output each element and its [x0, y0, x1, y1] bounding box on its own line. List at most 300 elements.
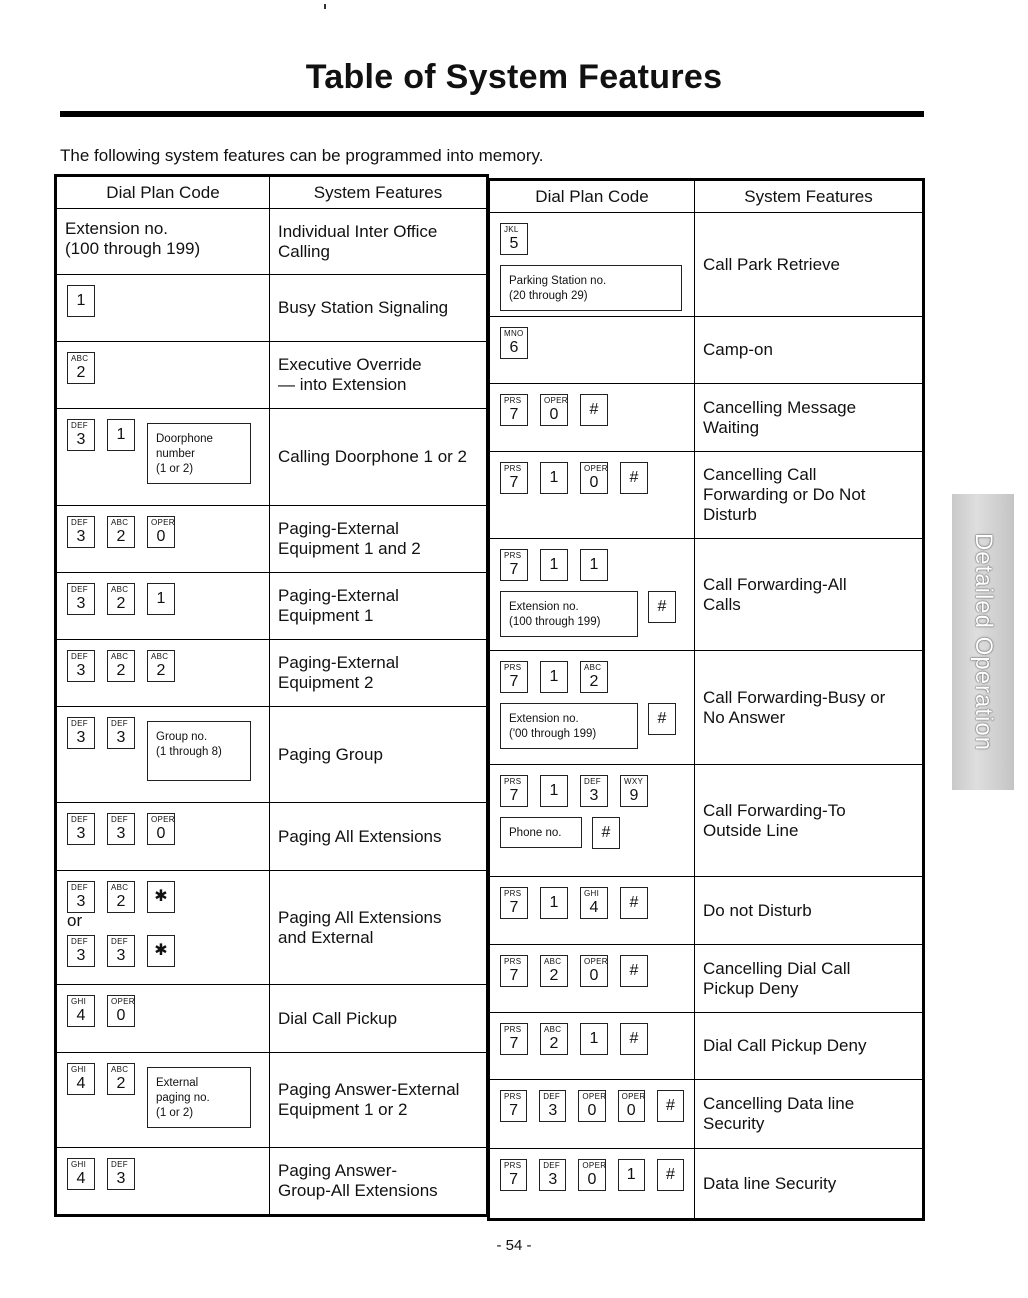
table-row: [489, 765, 924, 877]
system-feature-cell: [695, 651, 924, 765]
key-sequence: [57, 1053, 269, 1128]
key-0-icon: [580, 955, 608, 987]
table-row: [489, 317, 924, 384]
key-sequence: [490, 384, 694, 426]
key-letters: DEF: [111, 1160, 128, 1169]
key-sequence: [490, 539, 694, 581]
key-1-icon: [540, 775, 568, 807]
key-letters: GHI: [71, 1065, 87, 1074]
key-letters: GHI: [584, 889, 600, 898]
key-letters: WXY: [624, 777, 644, 786]
system-feature-cell: [270, 803, 488, 871]
system-feature-cell: [270, 640, 488, 707]
dial-plan-code-cell: [489, 213, 695, 317]
dial-plan-code-cell: [56, 573, 270, 640]
key-hash-icon: [620, 887, 648, 919]
key-sequence: [57, 506, 269, 548]
parameter-box: Extension no. (100 through 199): [500, 591, 638, 637]
key-digit: 0: [156, 825, 166, 842]
system-feature-cell: [695, 877, 924, 945]
key-letters: ABC: [111, 518, 129, 527]
feature-name: Paging Answer- Group-All Extensions: [278, 1161, 438, 1200]
dial-plan-code-cell: [56, 985, 270, 1053]
key-digit: 2: [156, 662, 166, 679]
key-7-icon: [500, 1159, 527, 1191]
table-row: [56, 1053, 488, 1148]
dial-plan-code-cell: [56, 209, 270, 275]
key-digit: 9: [629, 787, 639, 804]
dial-plan-code-cell: [56, 1148, 270, 1216]
feature-name: Cancelling Dial Call Pickup Deny: [703, 958, 851, 998]
key-digit: 1: [549, 469, 559, 486]
system-feature-cell: [695, 384, 924, 452]
header-dial-plan-code: Dial Plan Code: [489, 180, 695, 213]
key-letters: PRS: [504, 464, 522, 473]
table-row: [489, 452, 924, 539]
key-5-icon: [500, 223, 528, 255]
feature-name: Call Park Retrieve: [703, 254, 840, 274]
key-letters: OPER: [544, 396, 568, 405]
key-letters: DEF: [111, 719, 128, 728]
header-system-features: System Features: [270, 176, 488, 209]
key-letters: PRS: [504, 396, 522, 405]
system-feature-cell: [695, 945, 924, 1013]
dial-plan-code-cell: [56, 871, 270, 985]
system-feature-cell: [270, 1053, 488, 1148]
key-sequence: [490, 765, 694, 807]
table-row: [56, 871, 488, 985]
key-digit: 1: [626, 1166, 636, 1183]
system-feature-cell: [695, 213, 924, 317]
table-row: [489, 213, 924, 317]
dial-plan-code-cell: [489, 452, 695, 539]
key-digit: 7: [509, 967, 519, 984]
feature-name: Executive Override — into Extension: [278, 355, 422, 394]
key-sequence: [57, 871, 269, 913]
key-digit: 7: [509, 406, 519, 423]
system-feature-cell: [270, 409, 488, 506]
feature-name: Call Forwarding-To Outside Line: [703, 800, 846, 840]
key-digit: 3: [116, 947, 126, 964]
key-3-icon: [67, 419, 95, 451]
key-sequence: [490, 1013, 694, 1055]
key-letters: OPER: [584, 464, 608, 473]
table-row: [56, 1148, 488, 1216]
detailed-operation-tab: [952, 494, 1014, 790]
dial-plan-code-cell: [489, 877, 695, 945]
key-3-icon: [539, 1159, 566, 1191]
key-hash-icon: [648, 703, 676, 735]
key-digit: 2: [76, 364, 86, 381]
dial-plan-code-cell: [489, 539, 695, 651]
parameter-box: Parking Station no. (20 through 29): [500, 265, 682, 311]
dial-plan-code-cell: [489, 317, 695, 384]
key-4-icon: [67, 1158, 95, 1190]
dial-plan-code-cell: [56, 1053, 270, 1148]
key-1-icon: [107, 419, 135, 451]
key-1-icon: [580, 549, 608, 581]
dial-plan-code-cell: [56, 506, 270, 573]
code-text: Extension no. (100 through 199): [65, 219, 201, 258]
feature-name: Paging-External Equipment 1: [278, 586, 399, 625]
key-sequence: [490, 1080, 694, 1122]
key-1-icon: [540, 462, 568, 494]
key-0-icon: [578, 1159, 605, 1191]
key-digit: 1: [76, 292, 86, 309]
key-hash-icon: [620, 955, 648, 987]
key-letters: GHI: [71, 1160, 87, 1169]
title-rule: [60, 111, 924, 117]
key-letters: GHI: [71, 997, 87, 1006]
key-letters: ABC: [111, 652, 129, 661]
system-feature-cell: [270, 342, 488, 409]
dial-plan-code-cell: [56, 342, 270, 409]
key-letters: JKL: [504, 225, 519, 234]
key-letters: DEF: [111, 815, 128, 824]
system-feature-cell: [695, 765, 924, 877]
key-0-icon: [147, 813, 175, 845]
key-2-icon: [580, 661, 608, 693]
dial-plan-code-cell: [56, 803, 270, 871]
key-2-icon: [147, 650, 175, 682]
feature-name: Individual Inter Office Calling: [278, 221, 438, 261]
table-row: [489, 1080, 924, 1149]
key-digit: 3: [116, 729, 126, 746]
system-feature-cell: [695, 539, 924, 651]
key-digit: 2: [116, 893, 126, 910]
key-digit: 6: [509, 339, 519, 356]
table-row: [56, 985, 488, 1053]
key-sequence: [57, 342, 269, 384]
key-3-icon: [67, 717, 95, 749]
header-system-features: System Features: [695, 180, 924, 213]
key-letters: PRS: [504, 1025, 522, 1034]
system-feature-cell: [695, 452, 924, 539]
key-digit: 7: [509, 474, 519, 491]
key-letters: ABC: [71, 354, 89, 363]
key-1-icon: [147, 583, 175, 615]
table-row: [56, 342, 488, 409]
dial-plan-code-cell: [56, 640, 270, 707]
feature-name: Dial Call Pickup Deny: [703, 1036, 867, 1055]
key-letters: DEF: [543, 1092, 561, 1101]
key-digit: 3: [76, 825, 86, 842]
key-1-icon: [540, 549, 568, 581]
key-digit: #: [601, 824, 611, 841]
key-digit: 3: [116, 1170, 126, 1187]
key-sequence: [57, 573, 269, 615]
key-letters: DEF: [71, 421, 88, 430]
key-letters: DEF: [543, 1161, 561, 1170]
dial-plan-code-cell: [56, 409, 270, 506]
key-digit: 7: [509, 899, 519, 916]
key-letters: ABC: [111, 585, 129, 594]
dial-plan-code-cell: [56, 275, 270, 342]
key-0-icon: [540, 394, 568, 426]
key-letters: DEF: [71, 518, 88, 527]
system-feature-cell: [695, 1013, 924, 1080]
feature-name: Paging All Extensions and External: [278, 907, 442, 947]
key-3-icon: [107, 935, 135, 967]
key-1-icon: [67, 285, 95, 317]
key-digit: 3: [76, 947, 86, 964]
key-3-icon: [107, 1158, 135, 1190]
key-letters: ABC: [544, 1025, 562, 1034]
features-table-left: [54, 174, 489, 1217]
system-feature-cell: [270, 985, 488, 1053]
feature-name: Dial Call Pickup: [278, 1008, 398, 1028]
key-7-icon: [500, 1023, 528, 1055]
key-6-icon: [500, 327, 528, 359]
key-letters: OPER: [584, 957, 608, 966]
key-digit: 3: [76, 528, 86, 545]
key-digit: 5: [509, 235, 519, 252]
key-3-icon: [67, 650, 95, 682]
key-letters: PRS: [504, 1092, 522, 1101]
key-digit: #: [629, 962, 639, 979]
header-dial-plan-code: Dial Plan Code: [56, 176, 270, 209]
page-title: Table of System Features: [305, 58, 723, 96]
key-letters: ABC: [111, 1065, 129, 1074]
key-digit: 7: [509, 561, 519, 578]
key-digit: 2: [549, 1035, 559, 1052]
key-digit: 0: [589, 967, 599, 984]
key-sequence: [57, 1148, 269, 1190]
key-digit: 4: [589, 899, 599, 916]
table-row: [56, 209, 488, 275]
key-0-icon: [580, 462, 608, 494]
key-digit: 3: [589, 787, 599, 804]
key-digit: 3: [76, 893, 86, 910]
key-digit: 3: [116, 825, 126, 842]
key-3-icon: [67, 583, 95, 615]
system-feature-cell: [270, 573, 488, 640]
key-digit: 0: [587, 1171, 597, 1188]
key-digit: 2: [116, 595, 126, 612]
key-letters: ABC: [151, 652, 169, 661]
feature-name: Camp-on: [703, 340, 773, 359]
key-digit: 1: [549, 782, 559, 799]
parameter-box: Group no. (1 through 8): [147, 721, 251, 781]
key-digit: 1: [156, 590, 166, 607]
table-row: [56, 409, 488, 506]
key-letters: PRS: [504, 663, 522, 672]
key-3-icon: [107, 813, 135, 845]
key-3-icon: [67, 813, 95, 845]
key-9-icon: [620, 775, 648, 807]
feature-name: Paging Answer-External Equipment 1 or 2: [278, 1080, 460, 1119]
feature-name: Data line Security: [703, 1173, 837, 1193]
key-digit: 0: [587, 1102, 597, 1119]
key-digit: 4: [76, 1007, 86, 1024]
key-digit: 1: [589, 1030, 599, 1047]
key-letters: ABC: [544, 957, 562, 966]
key-letters: DEF: [71, 652, 88, 661]
key-digit: 4: [76, 1170, 86, 1187]
table-row: [489, 1013, 924, 1080]
key-digit: 7: [509, 1102, 519, 1119]
key-digit: 4: [76, 1075, 86, 1092]
key-4-icon: [67, 995, 95, 1027]
key-digit: #: [629, 894, 639, 911]
key-letters: DEF: [584, 777, 601, 786]
table-row: [489, 384, 924, 452]
key-3-icon: [539, 1090, 566, 1122]
system-feature-cell: [270, 707, 488, 803]
or-label: or: [67, 911, 83, 930]
feature-name: Paging Group: [278, 744, 383, 764]
dial-plan-code-cell: [489, 1013, 695, 1080]
key-digit: 1: [549, 556, 559, 573]
key-sequence: [490, 213, 694, 255]
key-letters: OPER: [111, 997, 135, 1006]
key-letters: ABC: [584, 663, 602, 672]
key-1-icon: [580, 1023, 608, 1055]
table-row: [56, 506, 488, 573]
key-sequence: [57, 707, 269, 781]
parameter-box: Phone no.: [500, 817, 582, 848]
key-2-icon: [107, 881, 135, 913]
key-hash-icon: [620, 462, 648, 494]
parameter-box: Extension no. ('00 through 199): [500, 703, 638, 749]
key-digit: 2: [549, 967, 559, 984]
key-0-icon: [107, 995, 135, 1027]
key-7-icon: [500, 887, 528, 919]
table-row: [56, 573, 488, 640]
key-letters: MNO: [504, 329, 524, 338]
key-hash-icon: [648, 591, 676, 623]
feature-name: Cancelling Call Forwarding or Do Not Disturb: [703, 465, 866, 524]
key-sequence: [490, 945, 694, 987]
key-digit: 1: [116, 426, 126, 443]
key-1-icon: [540, 661, 568, 693]
parameter-box: Doorphone number (1 or 2): [147, 423, 251, 484]
key-7-icon: [500, 1090, 527, 1122]
key-1-icon: [540, 887, 568, 919]
key-digit: 3: [548, 1171, 558, 1188]
feature-name: Paging-External Equipment 1 and 2: [278, 519, 421, 558]
key-letters: DEF: [71, 883, 88, 892]
system-feature-cell: [695, 1149, 924, 1220]
system-feature-cell: [695, 1080, 924, 1149]
page-number: - 54 -: [496, 1237, 532, 1254]
key-digit: 2: [116, 662, 126, 679]
feature-name: Calling Doorphone 1 or 2: [278, 447, 468, 466]
key-letters: DEF: [71, 719, 88, 728]
key-sequence: [490, 452, 694, 494]
key-0-icon: [618, 1090, 645, 1122]
key-digit: 7: [509, 787, 519, 804]
key-1-icon: [618, 1159, 645, 1191]
key-digit: #: [629, 1030, 639, 1047]
key-digit: 3: [76, 729, 86, 746]
feature-name: Do not Disturb: [703, 900, 812, 920]
table-row: [56, 275, 488, 342]
key-hash-icon: [657, 1090, 684, 1122]
key-digit: #: [657, 710, 667, 727]
key-letters: ABC: [111, 883, 129, 892]
key-digit: 0: [156, 528, 166, 545]
key-digit: #: [629, 469, 639, 486]
key-digit: 0: [589, 474, 599, 491]
dial-plan-code-cell: [489, 384, 695, 452]
key-sequence-alt: [57, 931, 269, 967]
key-3-icon: [67, 516, 95, 548]
key-letters: DEF: [71, 585, 88, 594]
key-digit: 1: [549, 668, 559, 685]
key-digit: 7: [509, 1035, 519, 1052]
dial-plan-code-cell: [489, 651, 695, 765]
table-row: [489, 539, 924, 651]
key-2-icon: [107, 650, 135, 682]
table-row: [56, 640, 488, 707]
feature-name: Call Forwarding-Busy or No Answer: [703, 687, 886, 727]
key-7-icon: [500, 955, 528, 987]
key-digit: 2: [116, 1075, 126, 1092]
key-digit: 2: [116, 528, 126, 545]
key-digit: ✱: [154, 888, 168, 905]
key-7-icon: [500, 549, 528, 581]
feature-name: Cancelling Data line Security: [703, 1094, 855, 1133]
key-digit: 1: [549, 894, 559, 911]
system-feature-cell: [270, 506, 488, 573]
key-letters: DEF: [71, 815, 88, 824]
feature-name: Paging-External Equipment 2: [278, 653, 399, 692]
key-sequence: [57, 985, 269, 1027]
key-digit: 0: [116, 1007, 126, 1024]
key-letters: PRS: [504, 957, 522, 966]
key-digit: 3: [76, 431, 86, 448]
system-feature-cell: [270, 871, 488, 985]
dial-plan-code-cell: [489, 765, 695, 877]
key-letters: OPER: [151, 518, 175, 527]
dial-plan-code-cell: [56, 707, 270, 803]
key-4-icon: [67, 1063, 95, 1095]
intro-text: The following system features can be programmed into memory.: [60, 146, 544, 165]
key-7-icon: [500, 394, 528, 426]
key-3-icon: [67, 935, 95, 967]
key-digit: 3: [76, 595, 86, 612]
key-4-icon: [580, 887, 608, 919]
key-star-icon: [147, 935, 175, 967]
key-digit: #: [665, 1097, 675, 1114]
key-digit: 1: [589, 556, 599, 573]
key-letters: DEF: [71, 937, 88, 946]
key-digit: 7: [509, 673, 519, 690]
key-7-icon: [500, 462, 528, 494]
key-digit: #: [665, 1166, 675, 1183]
table-row: [489, 651, 924, 765]
key-letters: PRS: [504, 889, 522, 898]
key-3-icon: [67, 881, 95, 913]
key-letters: PRS: [504, 777, 522, 786]
key-7-icon: [500, 775, 528, 807]
key-hash-icon: [657, 1159, 684, 1191]
key-3-icon: [107, 717, 135, 749]
table-row: [56, 707, 488, 803]
key-digit: 3: [548, 1102, 558, 1119]
key-7-icon: [500, 661, 528, 693]
key-hash-icon: [592, 817, 620, 849]
key-2-icon: [107, 1063, 135, 1095]
key-2-icon: [107, 516, 135, 548]
key-digit: ✱: [154, 942, 168, 959]
key-sequence: [57, 409, 269, 484]
key-digit: 2: [589, 673, 599, 690]
key-0-icon: [147, 516, 175, 548]
feature-name: Busy Station Signaling: [278, 298, 449, 317]
key-sequence: [490, 317, 694, 359]
